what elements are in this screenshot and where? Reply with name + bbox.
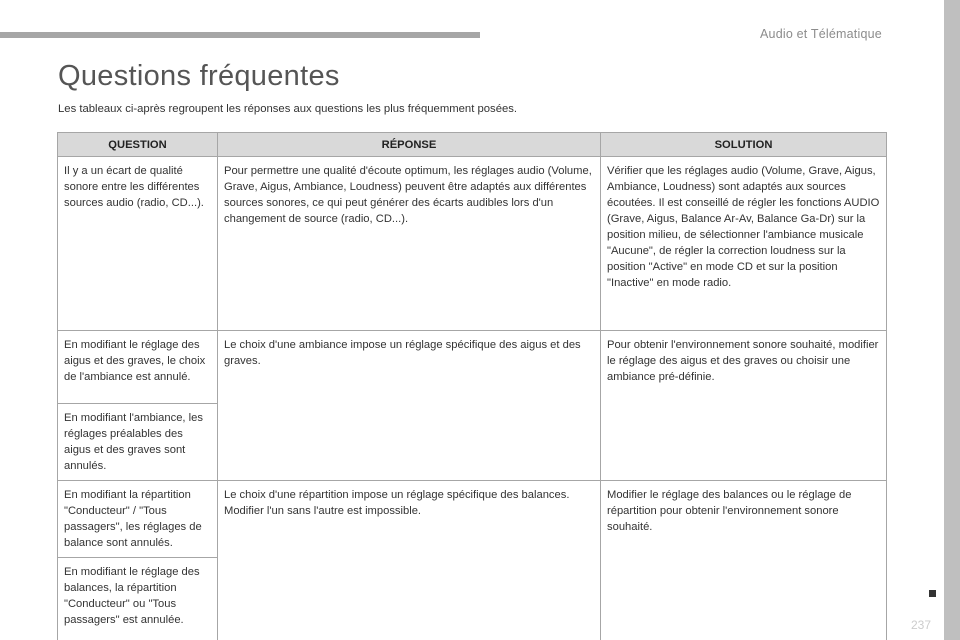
- section-title: Audio et Télématique: [760, 27, 882, 41]
- question-cell: En modifiant le réglage des aigus et des graves, le choix de l'ambiance est annulé.: [58, 331, 218, 404]
- solution-cell: Modifier le réglage des balances ou le réglage de répartition pour obtenir l'environnement sonore souhaité.: [601, 481, 887, 640]
- table-row: [58, 331, 887, 404]
- page-edge-strip: [944, 0, 960, 640]
- solution-cell: Pour obtenir l'environnement sonore souhaité, modifier le réglage des aigus et des graves ou choisir une ambiance pré-définie.: [601, 331, 887, 481]
- solution-cell: Vérifier que les réglages audio (Volume, Grave, Aigus, Ambiance, Loudness) sont adaptés aux sources écoutées. Il est conseillé de régler les fonctions AUDIO (Grave, Aigus, Balance Ar-Av, Balance Ga-Dr) sur la position milieu, de sélectionner l'ambiance musicale "Aucune", de régler la correction loudness sur la position "Active" en mode CD et sur la position "Inactive" en mode radio.: [601, 157, 887, 331]
- answer-cell: Le choix d'une ambiance impose un réglage spécifique des aigus et des graves.: [218, 331, 601, 481]
- header-rule: [0, 32, 480, 38]
- answer-cell: Pour permettre une qualité d'écoute optimum, les réglages audio (Volume, Grave, Aigus, Ambiance, Loudness) peuvent être adaptés aux différentes sources sonores, ce qui peut générer des écarts audibles lors d'un changement de source (radio, CD...).: [218, 157, 601, 331]
- end-marker-square: [929, 590, 936, 597]
- column-header-solution: SOLUTION: [601, 133, 887, 157]
- question-cell: Il y a un écart de qualité sonore entre les différentes sources audio (radio, CD...).: [58, 157, 218, 331]
- faq-table: [57, 132, 887, 640]
- question-cell: En modifiant le réglage des balances, la répartition "Conducteur" ou "Tous passagers" est annulée.: [58, 558, 218, 640]
- question-cell: En modifiant la répartition "Conducteur" / "Tous passagers", les réglages de balance sont annulés.: [58, 481, 218, 558]
- table-row: [58, 481, 887, 558]
- answer-cell: Le choix d'une répartition impose un réglage spécifique des balances. Modifier l'un sans l'autre est impossible.: [218, 481, 601, 640]
- table-row: [58, 157, 887, 331]
- question-cell: En modifiant l'ambiance, les réglages préalables des aigus et des graves sont annulés.: [58, 404, 218, 481]
- intro-text: Les tableaux ci-après regroupent les réponses aux questions les plus fréquemment posées.: [58, 103, 518, 115]
- page-title: Questions fréquentes: [58, 60, 340, 92]
- column-header-answer: RÉPONSE: [218, 133, 601, 157]
- table-header-row: [58, 133, 887, 157]
- column-header-question: QUESTION: [58, 133, 218, 157]
- page-number: 237: [911, 618, 932, 632]
